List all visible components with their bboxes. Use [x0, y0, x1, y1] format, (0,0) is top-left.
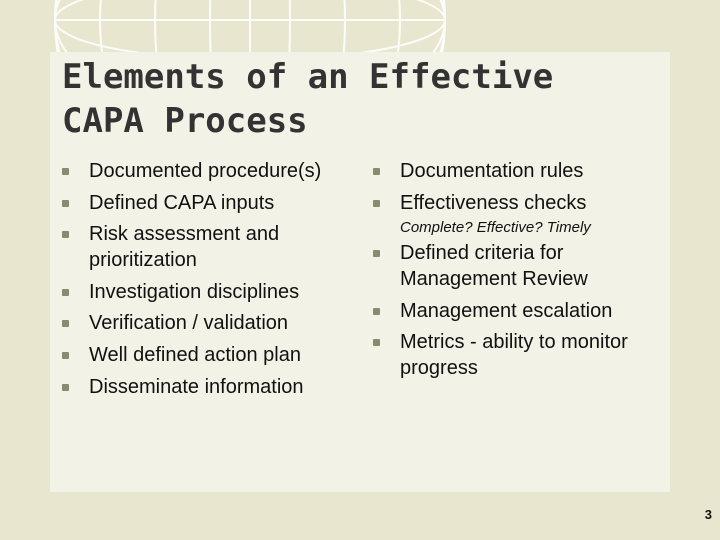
- list-item-text: Defined CAPA inputs: [89, 191, 275, 214]
- list-item-text: Metrics - ability to monitor progress: [400, 331, 628, 380]
- right-bullet-list: [373, 158, 663, 387]
- square-bullet-icon: [62, 384, 69, 391]
- list-item-text: Documented procedure(s): [89, 160, 322, 182]
- list-item-text: Risk assessment and prioritization: [89, 223, 280, 272]
- square-bullet-icon: [62, 231, 69, 238]
- slide-title-line-1: Elements of an Effective: [62, 57, 554, 97]
- list-item: [62, 158, 352, 184]
- list-item: [62, 279, 352, 305]
- list-item-text: Effectiveness checks: [400, 191, 587, 214]
- list-item: [62, 342, 352, 368]
- square-bullet-icon: [62, 352, 69, 359]
- square-bullet-icon: [62, 168, 69, 175]
- list-item-text: Defined criteria for Management Review: [400, 242, 588, 291]
- page-number: 3: [704, 507, 712, 522]
- list-item: [373, 298, 663, 324]
- list-item-text: Management escalation: [400, 299, 613, 322]
- square-bullet-icon: [373, 250, 380, 257]
- list-item-text: Well defined action plan: [89, 343, 301, 366]
- list-item: [62, 374, 352, 400]
- list-item: [373, 329, 663, 381]
- square-bullet-icon: [373, 308, 380, 315]
- list-item: [62, 310, 352, 336]
- list-item: [373, 240, 663, 292]
- left-bullet-list: [62, 158, 352, 405]
- list-item: [373, 158, 663, 184]
- square-bullet-icon: [373, 200, 380, 207]
- square-bullet-icon: [373, 168, 380, 175]
- list-item: [62, 190, 352, 216]
- list-item-text: Disseminate information: [89, 375, 304, 398]
- square-bullet-icon: [373, 339, 380, 346]
- slide-title: [62, 55, 553, 143]
- list-item-text: Documentation rules: [400, 160, 584, 182]
- sub-text: Complete? Effective? Timely: [400, 219, 591, 237]
- square-bullet-icon: [62, 320, 69, 327]
- list-item-text: Verification / validation: [89, 312, 289, 335]
- list-item: [62, 221, 352, 273]
- square-bullet-icon: [62, 289, 69, 296]
- list-item: [373, 190, 663, 216]
- slide-title-line-2: CAPA Process: [62, 101, 308, 141]
- list-item-text: Investigation disciplines: [89, 280, 300, 303]
- square-bullet-icon: [62, 200, 69, 207]
